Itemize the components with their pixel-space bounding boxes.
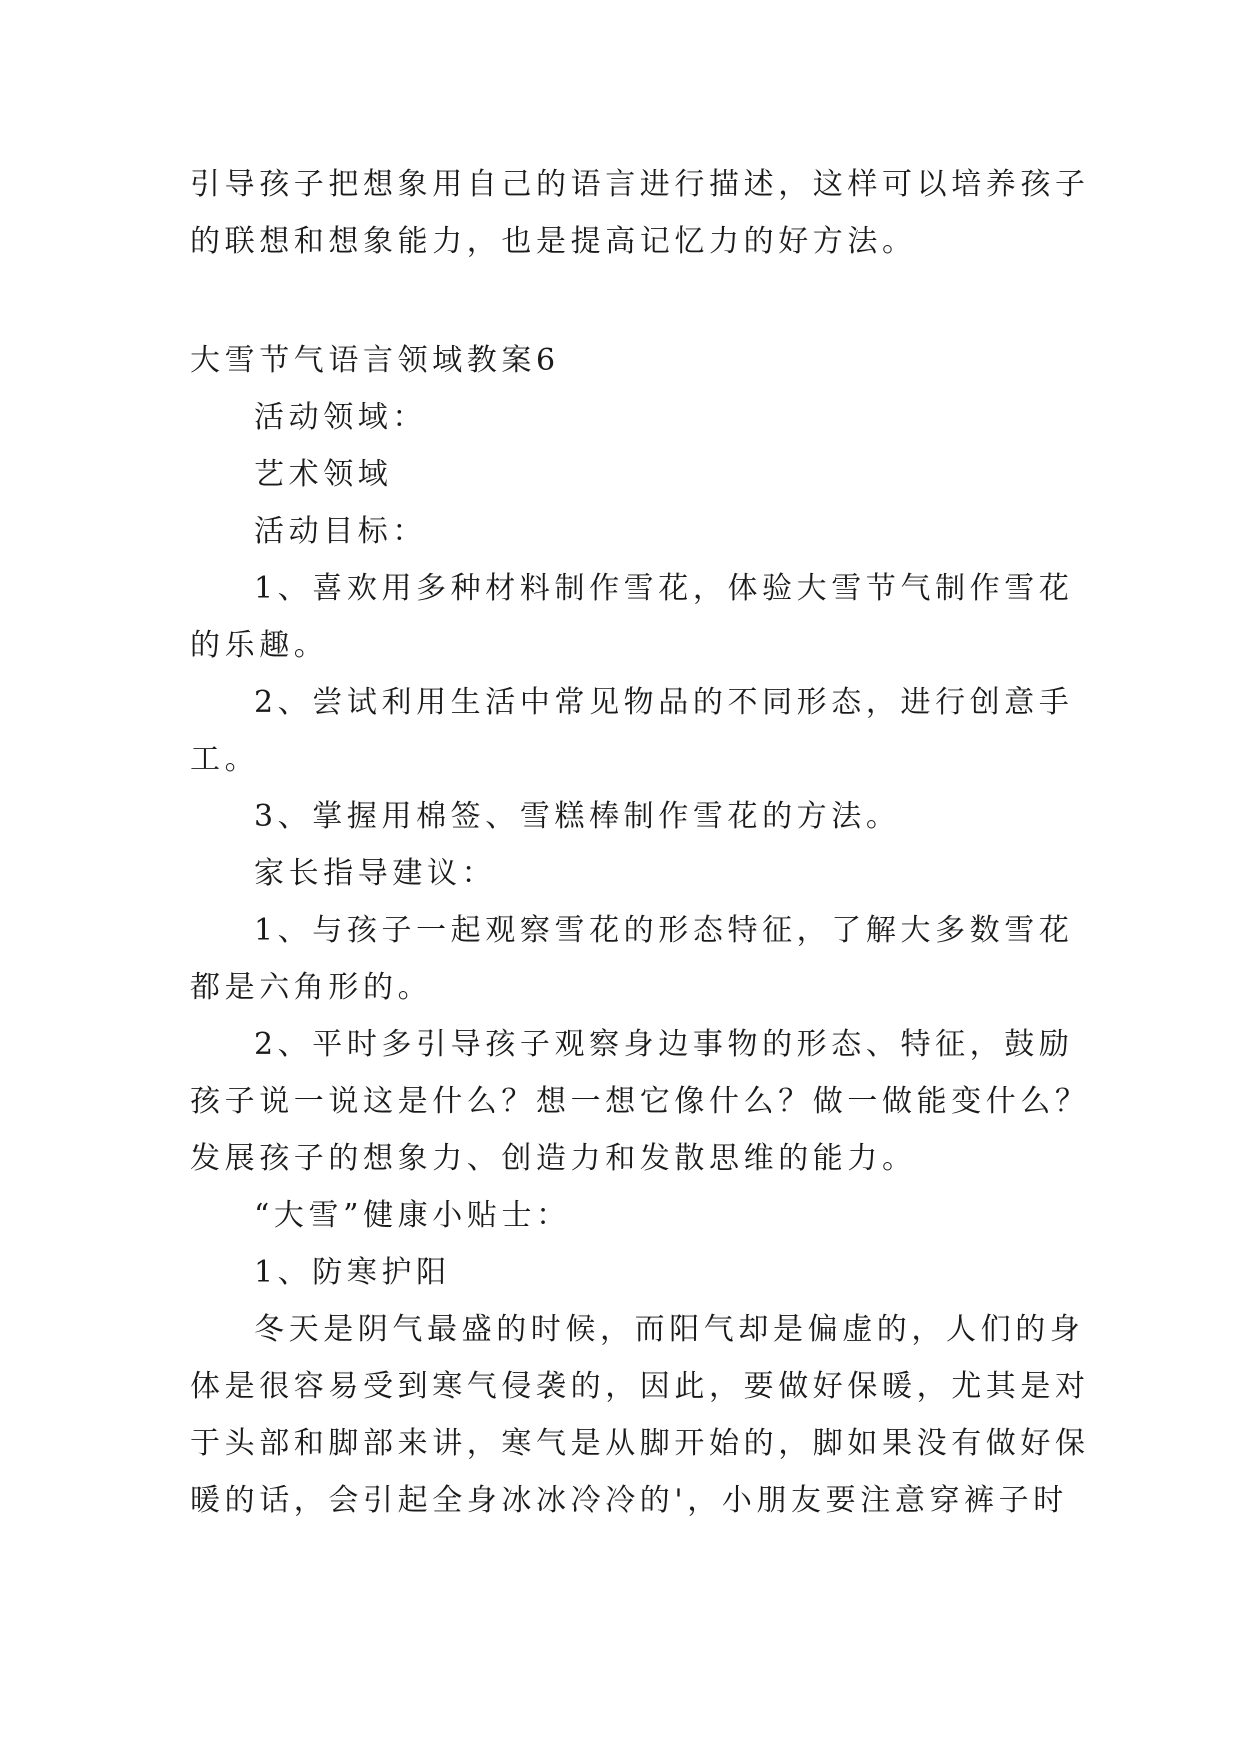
paragraph-line: 工。: [190, 742, 260, 777]
paragraph-line: 2、尝试利用生活中常见物品的不同形态，进行创意手: [254, 685, 1074, 720]
paragraph-line: 体是很容易受到寒气侵袭的，因此，要做好保暖，尤其是对: [190, 1369, 1090, 1404]
paragraph-line: 发展孩子的想象力、创造力和发散思维的能力。: [190, 1141, 917, 1176]
paragraph-line: 3、掌握用棉签、雪糕棒制作雪花的方法。: [254, 799, 901, 834]
paragraph-line: 于头部和脚部来讲，寒气是从脚开始的，脚如果没有做好保: [190, 1426, 1090, 1461]
paragraph-line: 暖的话，会引起全身冰冰冷冷的'，小朋友要注意穿裤子时: [190, 1483, 1068, 1518]
paragraph-line: 冬天是阴气最盛的时候，而阳气却是偏虚的，人们的身: [254, 1312, 1085, 1347]
paragraph-line: 1、喜欢用多种材料制作雪花，体验大雪节气制作雪花: [254, 571, 1074, 606]
paragraph-line: 2、平时多引导孩子观察身边事物的形态、特征，鼓励: [254, 1027, 1074, 1062]
paragraph-line: 引导孩子把想象用自己的语言进行描述，这样可以培养孩子: [190, 167, 1090, 202]
paragraph-line: 1、防寒护阳: [254, 1255, 451, 1290]
paragraph-line: 的联想和想象能力，也是提高记忆力的好方法。: [190, 224, 917, 259]
paragraph-line: 活动领域：: [254, 400, 427, 435]
paragraph-line: “大雪”健康小贴士：: [254, 1198, 571, 1233]
section-heading: 大雪节气语言领域教案6: [190, 343, 560, 378]
paragraph-line: 艺术领域: [254, 457, 393, 492]
paragraph-line: 的乐趣。: [190, 628, 329, 663]
paragraph-line: 活动目标：: [254, 514, 427, 549]
paragraph-line: 孩子说一说这是什么？想一想它像什么？做一做能变什么？: [190, 1084, 1090, 1119]
paragraph-line: 家长指导建议：: [254, 856, 497, 891]
paragraph-line: 1、与孩子一起观察雪花的形态特征，了解大多数雪花: [254, 913, 1074, 948]
paragraph-line: 都是六角形的。: [190, 970, 433, 1005]
